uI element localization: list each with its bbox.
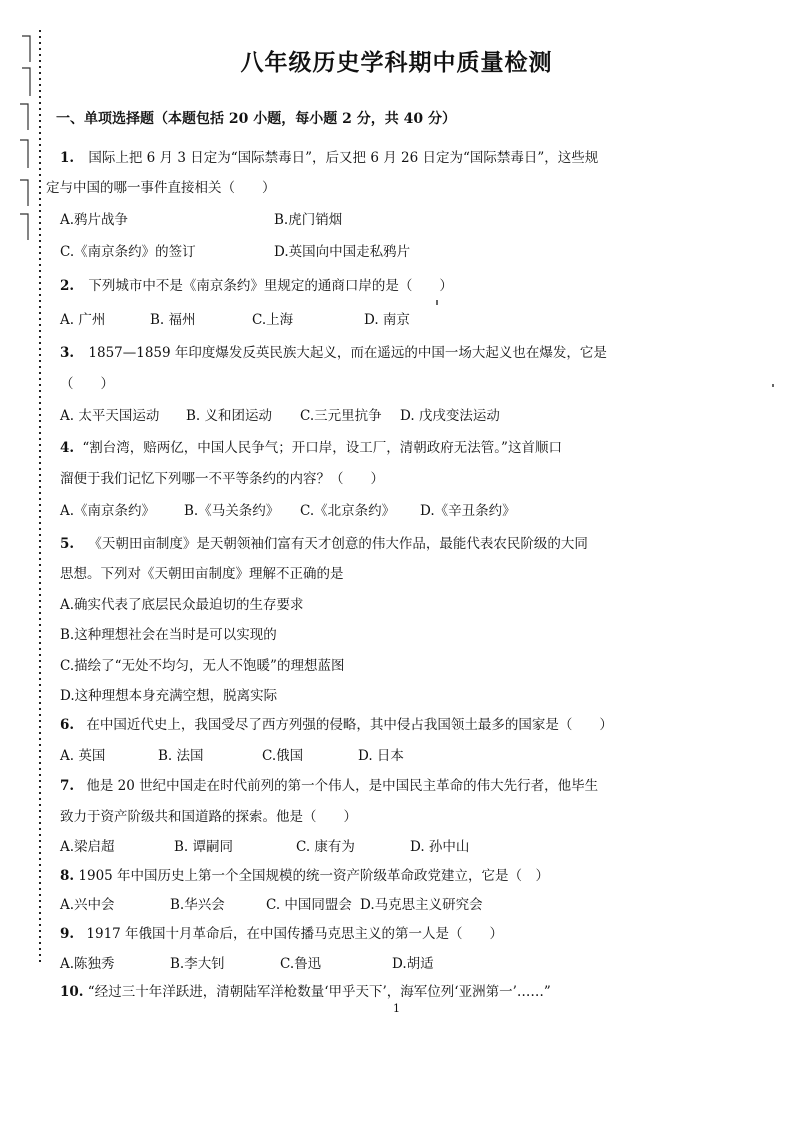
question-6-line xyxy=(60,713,613,733)
question-1-stem: 国际上把 6 月 3 日定为“国际禁毒日”，后又把 6 月 26 日定为“国际禁毒日”，这些规 xyxy=(88,150,599,166)
question-8-line xyxy=(60,864,549,884)
question-9-option-c[interactable]: C.鲁迅 xyxy=(280,956,322,972)
question-1-line-2: 定与中国的哪一事件直接相关（ ） xyxy=(46,180,276,196)
question-3-line-2: （ ） xyxy=(60,376,114,392)
page-title: 八年级历史学科期中质量检测 xyxy=(240,49,553,76)
question-1-option-a[interactable]: A.鸦片战争 xyxy=(60,212,129,228)
question-5-option-a[interactable]: A.确实代表了底层民众最迫切的生存要求 xyxy=(60,597,304,613)
question-10-stem: “经过三十年洋跃进，清朝陆军洋枪数量‘甲乎天下’，海军位列‘亚洲第一’……” xyxy=(87,984,551,1000)
section-heading: 一、单项选择题（本题包括 20 小题，每小题 2 分，共 40 分） xyxy=(56,111,456,127)
question-7-option-c[interactable]: C. 康有为 xyxy=(296,839,355,855)
binding-margin xyxy=(0,0,48,980)
question-1-option-d[interactable]: D.英国向中国走私鸦片 xyxy=(274,244,411,260)
question-8-stem: 1905 年中国历史上第一个全国规模的统一资产阶级革命政党建立，它是（ ） xyxy=(78,868,550,884)
question-7-stem: 他是 20 世纪中国走在时代前列的第一个伟人，是中国民主革命的伟大先行者，他毕生 xyxy=(86,778,599,794)
question-2-option-d[interactable]: D. 南京 xyxy=(364,312,410,328)
question-3-option-a[interactable]: A. 太平天国运动 xyxy=(60,408,160,424)
question-3-line-1 xyxy=(60,341,607,361)
question-5-line-1 xyxy=(60,532,588,552)
question-10-number: 10. xyxy=(60,984,84,1000)
question-1-line-1 xyxy=(60,146,598,166)
question-3-option-b[interactable]: B. 义和团运动 xyxy=(186,408,273,424)
question-3-stem: 1857—1859 年印度爆发反英民族大起义，而在遥远的中国一场大起义也在爆发，它是 xyxy=(88,345,607,361)
question-1-number: 1. xyxy=(60,150,75,166)
question-5-option-b[interactable]: B.这种理想社会在当时是可以实现的 xyxy=(60,627,277,643)
question-9-option-d[interactable]: D.胡适 xyxy=(392,956,434,972)
question-4-option-b[interactable]: B.《马关条约》 xyxy=(184,503,280,519)
question-6-option-d[interactable]: D. 日本 xyxy=(358,748,404,764)
question-4-option-d[interactable]: D.《辛丑条约》 xyxy=(420,503,516,519)
question-4-line-2: 溜便于我们记忆下列哪一不平等条约的内容？（ ） xyxy=(60,471,384,487)
question-6-stem: 在中国近代史上，我国受尽了西方列强的侵略，其中侵占我国领土最多的国家是（ ） xyxy=(86,717,613,733)
question-9-line xyxy=(60,922,503,942)
question-2-number: 2. xyxy=(60,278,75,294)
question-3-option-c[interactable]: C.三元里抗争 xyxy=(300,408,382,424)
question-3-option-d[interactable]: D. 戊戌变法运动 xyxy=(400,408,500,424)
question-2-line xyxy=(60,274,453,294)
question-6-option-a[interactable]: A. 英国 xyxy=(60,748,106,764)
question-5-line-2: 思想。下列对《天朝田亩制度》理解不正确的是 xyxy=(60,566,344,582)
question-4-line-1 xyxy=(60,436,562,456)
question-7-option-d[interactable]: D. 孙中山 xyxy=(410,839,470,855)
question-10-line xyxy=(60,980,551,1000)
question-5-option-d[interactable]: D.这种理想本身充满空想，脱离实际 xyxy=(60,688,278,704)
question-2-option-c[interactable]: C.上海 xyxy=(252,312,294,328)
question-7-option-b[interactable]: B. 谭嗣同 xyxy=(174,839,234,855)
question-8-number: 8. xyxy=(60,868,75,884)
question-8-option-a[interactable]: A.兴中会 xyxy=(60,897,115,913)
question-2-stem: 下列城市中不是《南京条约》里规定的通商口岸的是（ ） xyxy=(88,278,453,294)
question-7-number: 7. xyxy=(60,778,75,794)
question-9-option-a[interactable]: A.陈独秀 xyxy=(60,956,115,972)
scan-speck xyxy=(436,300,438,305)
question-3-number: 3. xyxy=(60,345,75,361)
question-1-option-b[interactable]: B.虎门销烟 xyxy=(274,212,343,228)
question-9-number: 9. xyxy=(60,926,75,942)
question-5-stem: 《天朝田亩制度》是天朝领袖们富有天才创意的伟大作品，最能代表农民阶级的大同 xyxy=(88,536,588,552)
question-6-option-b[interactable]: B. 法国 xyxy=(158,748,204,764)
question-4-stem: “割台湾，赔两亿，中国人民争气；开口岸，设工厂，清朝政府无法管。”这首顺口 xyxy=(82,440,562,456)
question-2-option-b[interactable]: B. 福州 xyxy=(150,312,196,328)
question-8-option-d[interactable]: D.马克思主义研究会 xyxy=(360,897,483,913)
question-6-option-c[interactable]: C.俄国 xyxy=(262,748,304,764)
question-7-line-1 xyxy=(60,774,598,794)
question-4-option-c[interactable]: C.《北京条约》 xyxy=(300,503,396,519)
question-8-option-c[interactable]: C. 中国同盟会 xyxy=(266,897,352,913)
question-7-option-a[interactable]: A.梁启超 xyxy=(60,839,115,855)
question-6-number: 6. xyxy=(60,717,75,733)
question-9-option-b[interactable]: B.李大钊 xyxy=(170,956,225,972)
page-number: 1 xyxy=(393,1002,400,1015)
question-1-option-c[interactable]: C.《南京条约》的签订 xyxy=(60,244,196,260)
question-7-line-2: 致力于资产阶级共和国道路的探索。他是（ ） xyxy=(60,809,357,825)
question-4-number: 4. xyxy=(60,440,75,456)
question-5-option-c[interactable]: C.描绘了“无处不均匀，无人不饱暖”的理想蓝图 xyxy=(60,658,345,674)
question-8-option-b[interactable]: B.华兴会 xyxy=(170,897,225,913)
question-4-option-a[interactable]: A.《南京条约》 xyxy=(60,503,156,519)
question-2-option-a[interactable]: A. 广州 xyxy=(60,312,106,328)
scan-speck xyxy=(772,384,774,387)
question-9-stem: 1917 年俄国十月革命后，在中国传播马克思主义的第一人是（ ） xyxy=(86,926,504,942)
question-5-number: 5. xyxy=(60,536,75,552)
